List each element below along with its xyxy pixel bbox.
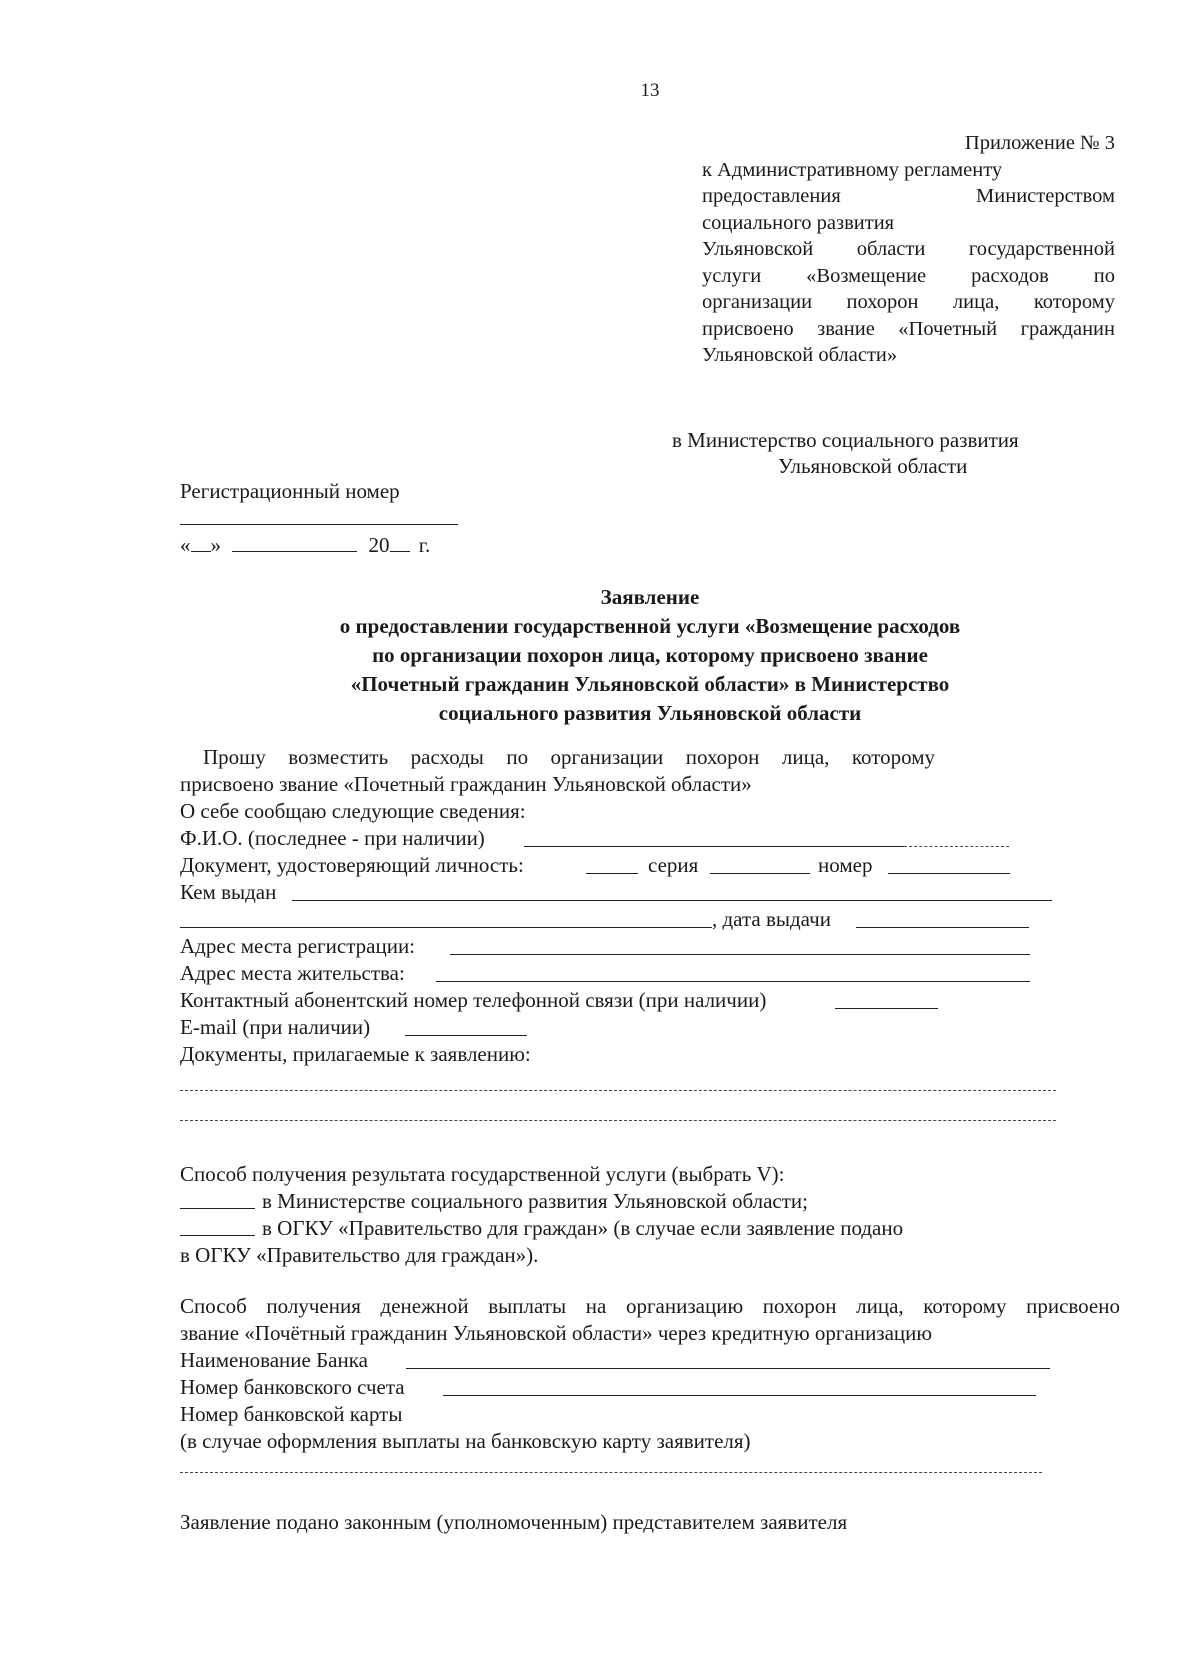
reg-address-label: Адрес места регистрации: (180, 934, 416, 958)
result-option2-label: в ОГКУ «Правительство для граждан» (в случае если заявление подано (262, 1216, 904, 1240)
series-label: серия (648, 853, 699, 877)
reg-address-field[interactable] (450, 954, 1030, 955)
appendix-line: организации похорон лица, которому (702, 291, 1115, 313)
appendix-line: Ульяновской области» (702, 344, 898, 366)
number-field[interactable] (888, 873, 1010, 874)
registration-number-field[interactable] (180, 524, 458, 525)
issued-by-label: Кем выдан (180, 880, 277, 904)
appendix-line: услуги «Возмещение расходов по (702, 264, 1115, 287)
appendix-number: Приложение № 3 (964, 132, 1115, 154)
result-option2-checkbox[interactable] (180, 1235, 255, 1236)
issue-date-label: , дата выдачи (712, 907, 831, 931)
attachments-field[interactable] (180, 1090, 1056, 1091)
footer-line: Заявление подано законным (уполномоченным) представителем заявителя (180, 1510, 848, 1534)
addressee-line: Ульяновской области (778, 454, 968, 478)
result-option1-label: в Министерстве социального развития Ульяновской области; (262, 1189, 808, 1213)
doc-type-field[interactable] (586, 873, 638, 874)
payment-line: звание «Почётный гражданин Ульяновской области» через кредитную организацию (180, 1321, 933, 1345)
quote-open: « (180, 533, 191, 557)
addressee-line: в Министерство социального развития (672, 428, 1019, 452)
month-field[interactable] (232, 533, 357, 552)
title-line: о предоставлении государственной услуги «Возмещение расходов (339, 614, 961, 638)
registration-date (180, 532, 430, 558)
request-line: присвоено звание «Почетный гражданин Ульяновской области» (180, 772, 752, 796)
series-field[interactable] (710, 873, 810, 874)
card-note: (в случае оформления выплаты на банковскую карту заявителя) (180, 1429, 751, 1453)
request-line: О себе сообщаю следующие сведения: (180, 799, 526, 823)
appendix-line: присвоено звание «Почетный гражданин (702, 317, 1115, 340)
page-number: 13 (640, 80, 660, 101)
registration-label: Регистрационный номер (180, 479, 400, 503)
payment-line: Способ получения денежной выплаты на организацию похорон лица, которому присвоено (180, 1294, 1120, 1318)
fio-field-ext[interactable] (904, 846, 1009, 847)
quote-close: » (210, 533, 221, 557)
result-method-heading: Способ получения результата государственной услуги (выбрать V): (180, 1162, 785, 1186)
attachments-field[interactable] (180, 1120, 1056, 1121)
email-label: E-mail (при наличии) (180, 1015, 371, 1039)
card-label: Номер банковской карты (180, 1402, 403, 1426)
issued-by-field-cont[interactable] (180, 927, 712, 928)
appendix-header (702, 130, 1115, 369)
appendix-line: Ульяновской области государственной (702, 238, 1115, 260)
live-address-field[interactable] (436, 981, 1030, 982)
result-option2-cont: в ОГКУ «Правительство для граждан»). (180, 1243, 539, 1267)
year-field[interactable] (390, 533, 410, 552)
title-line: по организации похорон лица, которому присвоено звание (372, 643, 928, 667)
bank-name-label: Наименование Банка (180, 1348, 368, 1372)
phone-label: Контактный абонентский номер телефонной связи (при наличии) (180, 988, 767, 1012)
attachments-label: Документы, прилагаемые к заявлению: (180, 1042, 531, 1066)
doc-label: Документ, удостоверяющий личность: (180, 853, 524, 877)
issue-date-field[interactable] (856, 927, 1029, 928)
bank-name-field[interactable] (406, 1368, 1050, 1369)
result-option1-checkbox[interactable] (180, 1208, 255, 1209)
title-line: социального развития Ульяновской области (438, 701, 862, 725)
issued-by-field[interactable] (292, 900, 1052, 901)
card-number-field[interactable] (180, 1472, 1042, 1473)
email-field[interactable] (405, 1035, 527, 1036)
document-title (200, 583, 1100, 728)
day-field[interactable] (191, 533, 211, 552)
live-address-label: Адрес места жительства: (180, 961, 405, 985)
appendix-line: социального развития (702, 211, 895, 234)
addressee (672, 427, 1019, 479)
title-line: Заявление (600, 585, 700, 609)
account-field[interactable] (443, 1395, 1036, 1396)
year-prefix: 20 (368, 533, 390, 557)
fio-label: Ф.И.О. (последнее - при наличии) (180, 826, 485, 850)
appendix-line: к Административному регламенту (702, 158, 1003, 181)
number-label: номер (818, 853, 873, 877)
appendix-line: предоставления Министерством (702, 185, 1115, 207)
fio-field[interactable] (524, 846, 904, 847)
account-label: Номер банковского счета (180, 1375, 405, 1399)
request-line: Прошу возместить расходы по организации похорон лица, которому (203, 745, 935, 769)
year-suffix: г. (418, 533, 431, 557)
title-line: «Почетный гражданин Ульяновской области» в Министерство (350, 672, 950, 696)
phone-field[interactable] (835, 1008, 938, 1009)
